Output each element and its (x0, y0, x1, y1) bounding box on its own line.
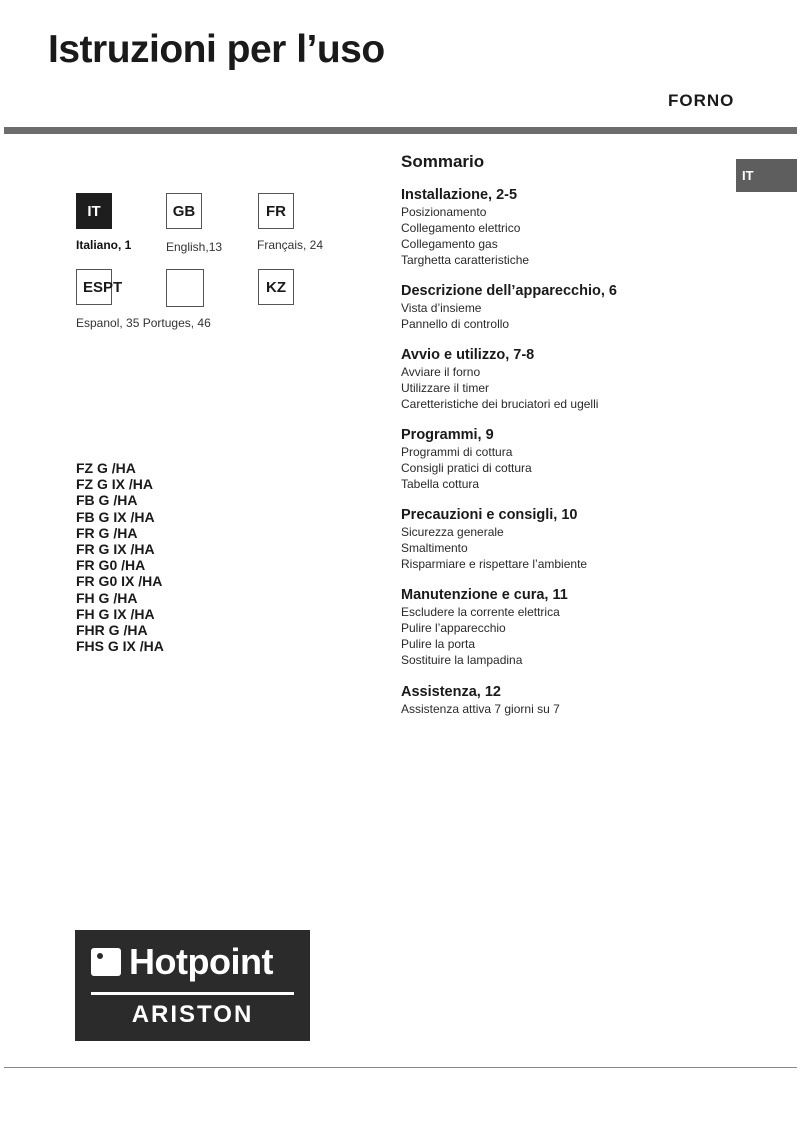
logo-brand-ariston: ARISTON (131, 1001, 254, 1028)
toc-item[interactable]: Pulire l’apparecchio (401, 621, 506, 635)
toc-item[interactable]: Smaltimento (401, 541, 468, 555)
toc-item[interactable]: Targhetta caratteristiche (401, 253, 530, 267)
language-side-tab[interactable]: IT (736, 159, 797, 192)
toc-item[interactable]: Escludere la corrente elettrica (401, 605, 560, 619)
toc-heading[interactable]: Descrizione dell’apparecchio, 6 (401, 283, 617, 299)
toc-section-assistenza (401, 683, 560, 717)
header-divider (4, 127, 797, 134)
model-item: FZ G IX /HA (76, 476, 153, 493)
language-gb-box[interactable]: GB (166, 193, 202, 229)
toc-item[interactable]: Collegamento elettrico (401, 221, 521, 235)
toc-item[interactable]: Sicurezza generale (401, 525, 504, 539)
page-title: Istruzioni per l’uso (48, 28, 385, 71)
toc-item[interactable]: Pulire la porta (401, 637, 476, 651)
model-list (76, 460, 164, 654)
toc-item[interactable]: Assistenza attiva 7 giorni su 7 (401, 702, 560, 716)
toc-item[interactable]: Consigli pratici di cottura (401, 461, 532, 475)
toc-item[interactable]: Collegamento gas (401, 237, 498, 251)
language-espt-box[interactable]: ESPT (76, 269, 112, 305)
toc-section-descrizione (401, 282, 617, 332)
product-type: FORNO (668, 91, 735, 110)
toc-section-programmi (401, 426, 532, 492)
model-item: FZ G /HA (76, 460, 136, 476)
toc-heading[interactable]: Manutenzione e cura, 11 (401, 587, 568, 603)
toc-item[interactable]: Risparmiare e rispettare l’ambiente (401, 557, 588, 571)
language-it-box[interactable]: IT (76, 193, 112, 229)
language-it-label[interactable]: Italiano, 1 (76, 238, 132, 252)
model-item: FR G0 /HA (76, 557, 146, 574)
toc-item[interactable]: Caretteristiche dei bruciatori ed ugelli (401, 397, 599, 411)
toc-section-avvio (401, 346, 598, 412)
model-item: FHR G /HA (76, 622, 148, 639)
toc-heading[interactable]: Avvio e utilizzo, 7-8 (401, 347, 535, 363)
toc-item[interactable]: Vista d’insieme (401, 301, 482, 315)
toc-section-precauzioni (401, 506, 587, 572)
model-item: FB G /HA (76, 492, 138, 509)
hotpoint-logo-icon (91, 948, 121, 976)
toc-section-manutenzione (401, 586, 568, 668)
toc-heading[interactable]: Precauzioni e consigli, 10 (401, 507, 578, 523)
logo-brand-hotpoint: Hotpoint (129, 941, 273, 982)
toc-item[interactable]: Posizionamento (401, 205, 487, 219)
language-pt-box[interactable] (166, 269, 204, 307)
toc-title: Sommario (401, 152, 485, 171)
model-item: FR G IX /HA (76, 541, 155, 558)
model-item: FR G /HA (76, 524, 138, 541)
model-item: FB G IX /HA (76, 508, 155, 525)
toc-item[interactable]: Utilizzare il timer (401, 381, 490, 395)
language-kz-box[interactable]: KZ (258, 269, 294, 305)
model-item: FR G0 IX /HA (76, 573, 163, 590)
toc-heading[interactable]: Assistenza, 12 (401, 684, 501, 700)
model-item: FH G /HA (76, 589, 138, 606)
hotpoint-ariston-logo (75, 930, 310, 1041)
model-item: FHS G IX /HA (76, 638, 164, 655)
toc-item[interactable]: Sostituire la lampadina (401, 653, 523, 667)
toc-item[interactable]: Programmi di cottura (401, 445, 513, 459)
toc-item[interactable]: Avviare il forno (401, 365, 481, 379)
language-fr-box[interactable]: FR (258, 193, 294, 229)
model-item: FH G IX /HA (76, 605, 155, 622)
toc-heading[interactable]: Installazione, 2-5 (401, 187, 518, 203)
logo-divider (91, 992, 294, 995)
language-fr-label[interactable]: Français, 24 (257, 238, 324, 252)
language-gb-label[interactable]: English,13 (166, 240, 223, 254)
toc-section-installazione (401, 186, 529, 268)
toc-item[interactable]: Tabella cottura (401, 477, 480, 491)
language-espt-label[interactable]: Espanol, 35 Portuges, 46 (76, 316, 211, 330)
toc-item[interactable]: Pannello di controllo (401, 317, 510, 331)
toc-heading[interactable]: Programmi, 9 (401, 427, 494, 443)
footer-divider (4, 1067, 797, 1068)
